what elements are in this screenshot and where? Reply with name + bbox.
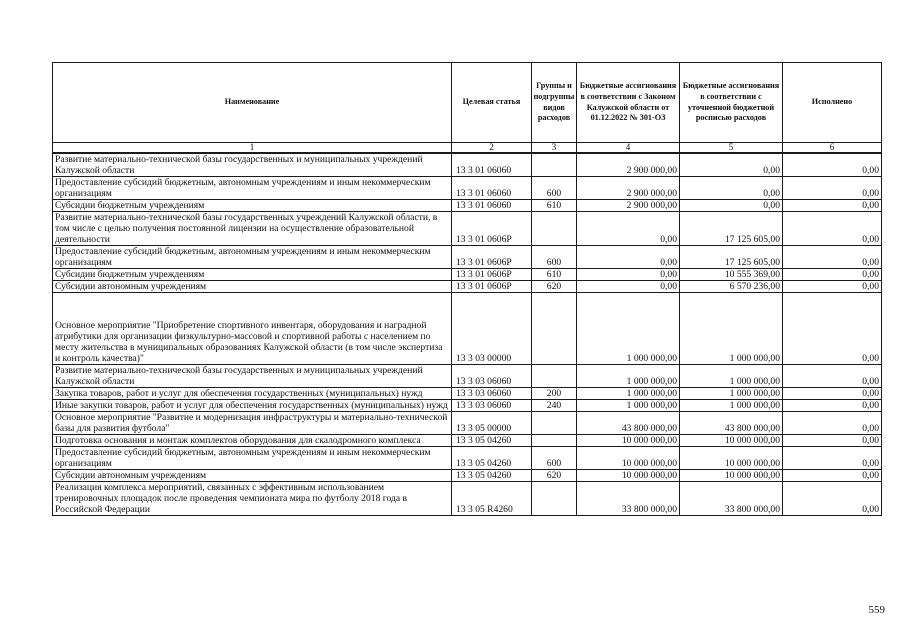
row-budget-revised: 10 000 000,00: [680, 447, 783, 470]
row-budget-revised: 10 555 369,00: [680, 269, 783, 281]
row-budget-revised: 1 000 000,00: [680, 293, 783, 365]
row-budget-law: 0,00: [577, 246, 680, 269]
row-budget-revised: 17 125 605,00: [680, 246, 783, 269]
row-budget-revised: 43 800 000,00: [680, 412, 783, 435]
table-row: [53, 269, 882, 281]
row-executed: 0,00: [783, 435, 882, 447]
row-executed: 0,00: [783, 177, 882, 200]
row-name: Предоставление субсидий бюджетным, автономным учреждениям и иным некоммерческим организациям: [53, 177, 452, 200]
row-expense-group: 610: [532, 269, 577, 281]
row-target-article: 13 3 01 06060: [452, 200, 532, 212]
row-executed: 0,00: [783, 153, 882, 177]
row-target-article: 13 3 05 04260: [452, 447, 532, 470]
row-name: Субсидии бюджетным учреждениям: [53, 269, 452, 281]
row-executed: 0,00: [783, 470, 882, 482]
row-executed: 0,00: [783, 365, 882, 388]
table-row: [53, 412, 882, 435]
row-name: Подготовка основания и монтаж комплектов оборудования для скалодромного комплекса: [53, 435, 452, 447]
row-name: Развитие материально-технической базы государственных учреждений Калужской области, в том числе с целью получения постоянной лицензии на осуществление образовательной деятельности: [53, 212, 452, 246]
row-executed: 0,00: [783, 412, 882, 435]
table-row: [53, 246, 882, 269]
row-executed: 0,00: [783, 200, 882, 212]
row-budget-law: 10 000 000,00: [577, 447, 680, 470]
row-expense-group: [532, 482, 577, 516]
table-row: [53, 447, 882, 470]
table-row: [53, 365, 882, 388]
table-row: [53, 281, 882, 293]
row-budget-revised: 6 570 236,00: [680, 281, 783, 293]
row-target-article: 13 3 01 0606Р: [452, 281, 532, 293]
row-target-article: 13 3 01 06060: [452, 153, 532, 177]
row-target-article: 13 3 05 04260: [452, 435, 532, 447]
row-expense-group: 240: [532, 400, 577, 412]
row-target-article: 13 3 05 04260: [452, 470, 532, 482]
row-target-article: 13 3 01 06060: [452, 177, 532, 200]
row-target-article: 13 3 01 0606Р: [452, 212, 532, 246]
row-name: Развитие материально-технической базы государственных и муниципальных учреждений Калужской области: [53, 365, 452, 388]
row-budget-law: 10 000 000,00: [577, 470, 680, 482]
row-target-article: 13 3 01 0606Р: [452, 269, 532, 281]
row-target-article: 13 3 03 06060: [452, 365, 532, 388]
header-name: Наименование: [53, 63, 452, 143]
row-name: Развитие материально-технической базы государственных и муниципальных учреждений Калужской области: [53, 153, 452, 177]
table-header-row: [53, 63, 882, 143]
row-name: Субсидии автономным учреждениям: [53, 281, 452, 293]
row-expense-group: [532, 412, 577, 435]
table-row: [53, 177, 882, 200]
column-number: 5: [680, 143, 783, 154]
row-budget-revised: 10 000 000,00: [680, 470, 783, 482]
row-budget-law: 0,00: [577, 212, 680, 246]
row-name: Реализация комплекса мероприятий, связанных с эффективным использованием тренировочных площадок после проведения чемпионата мира по футболу 2018 года в Российской Федерации: [53, 482, 452, 516]
row-budget-revised: 0,00: [680, 177, 783, 200]
row-budget-revised: 33 800 000,00: [680, 482, 783, 516]
row-target-article: 13 3 05 R4260: [452, 482, 532, 516]
budget-table-container: [52, 62, 881, 516]
row-expense-group: 600: [532, 246, 577, 269]
row-budget-law: 2 900 000,00: [577, 153, 680, 177]
row-target-article: 13 3 05 00000: [452, 412, 532, 435]
table-row: [53, 470, 882, 482]
row-executed: 0,00: [783, 447, 882, 470]
row-expense-group: 620: [532, 281, 577, 293]
row-executed: 0,00: [783, 246, 882, 269]
header-budget-law: Бюджетные ассигнования в соответствии с Законом Калужской области от 01.12.2022 № 301-ОЗ: [577, 63, 680, 143]
row-expense-group: 620: [532, 470, 577, 482]
page-number: 559: [868, 604, 885, 616]
row-target-article: 13 3 01 0606Р: [452, 246, 532, 269]
row-executed: 0,00: [783, 212, 882, 246]
row-executed: 0,00: [783, 293, 882, 365]
column-number: 4: [577, 143, 680, 154]
column-number-row: [53, 143, 882, 154]
row-target-article: 13 3 03 06060: [452, 400, 532, 412]
column-number: 3: [532, 143, 577, 154]
table-row: [53, 435, 882, 447]
row-expense-group: [532, 153, 577, 177]
table-body: [53, 153, 882, 516]
row-name: Основное мероприятие "Приобретение спортивного инвентаря, оборудования и наградной атрибутики для организации физкультурно-массовой и спортивной работы с населением по месту жительства в муниципальных образованиях Калужской области (в том числе экспертиза и контроль качества)": [53, 293, 452, 365]
column-number: 1: [53, 143, 452, 154]
row-budget-law: 2 900 000,00: [577, 200, 680, 212]
table-row: [53, 200, 882, 212]
row-name: Основное мероприятие "Развитие и модернизация инфраструктуры и материально-технической базы для развития футбола": [53, 412, 452, 435]
table-row: [53, 400, 882, 412]
row-budget-revised: 1 000 000,00: [680, 365, 783, 388]
row-budget-law: 10 000 000,00: [577, 435, 680, 447]
table-row: [53, 293, 882, 365]
row-budget-law: 1 000 000,00: [577, 365, 680, 388]
row-executed: 0,00: [783, 281, 882, 293]
budget-table: [52, 62, 882, 516]
row-budget-law: 0,00: [577, 281, 680, 293]
table-row: [53, 212, 882, 246]
row-budget-law: 43 800 000,00: [577, 412, 680, 435]
row-budget-law: 33 800 000,00: [577, 482, 680, 516]
row-expense-group: [532, 365, 577, 388]
row-name: Закупка товаров, работ и услуг для обеспечения государственных (муниципальных) нужд: [53, 388, 452, 400]
row-budget-law: 1 000 000,00: [577, 400, 680, 412]
row-budget-law: 1 000 000,00: [577, 293, 680, 365]
row-name: Субсидии автономным учреждениям: [53, 470, 452, 482]
row-target-article: 13 3 03 06060: [452, 388, 532, 400]
row-budget-revised: 10 000 000,00: [680, 435, 783, 447]
row-expense-group: [532, 293, 577, 365]
row-expense-group: [532, 212, 577, 246]
row-executed: 0,00: [783, 269, 882, 281]
row-budget-revised: 17 125 605,00: [680, 212, 783, 246]
row-executed: 0,00: [783, 482, 882, 516]
row-executed: 0,00: [783, 388, 882, 400]
row-budget-law: 0,00: [577, 269, 680, 281]
table-row: [53, 388, 882, 400]
row-expense-group: [532, 435, 577, 447]
row-name: Предоставление субсидий бюджетным, автономным учреждениям и иным некоммерческим организациям: [53, 447, 452, 470]
row-budget-law: 1 000 000,00: [577, 388, 680, 400]
table-row: [53, 482, 882, 516]
header-expense-group: Группы и подгруппы видов расходов: [532, 63, 577, 143]
row-budget-revised: 0,00: [680, 153, 783, 177]
column-number: 2: [452, 143, 532, 154]
row-budget-revised: 1 000 000,00: [680, 400, 783, 412]
header-target-article: Целевая статья: [452, 63, 532, 143]
row-name: Субсидии бюджетным учреждениям: [53, 200, 452, 212]
table-row: [53, 153, 882, 177]
row-expense-group: 600: [532, 177, 577, 200]
row-name: Иные закупки товаров, работ и услуг для обеспечения государственных (муниципальных) нужд: [53, 400, 452, 412]
row-expense-group: 610: [532, 200, 577, 212]
row-expense-group: 200: [532, 388, 577, 400]
row-budget-revised: 1 000 000,00: [680, 388, 783, 400]
row-expense-group: 600: [532, 447, 577, 470]
row-target-article: 13 3 03 00000: [452, 293, 532, 365]
row-budget-revised: 0,00: [680, 200, 783, 212]
row-name: Предоставление субсидий бюджетным, автономным учреждениям и иным некоммерческим организациям: [53, 246, 452, 269]
header-budget-revised: Бюджетные ассигнования в соответствии с уточненной бюджетной росписью расходов: [680, 63, 783, 143]
header-executed: Исполнено: [783, 63, 882, 143]
row-budget-law: 2 900 000,00: [577, 177, 680, 200]
row-executed: 0,00: [783, 400, 882, 412]
column-number: 6: [783, 143, 882, 154]
